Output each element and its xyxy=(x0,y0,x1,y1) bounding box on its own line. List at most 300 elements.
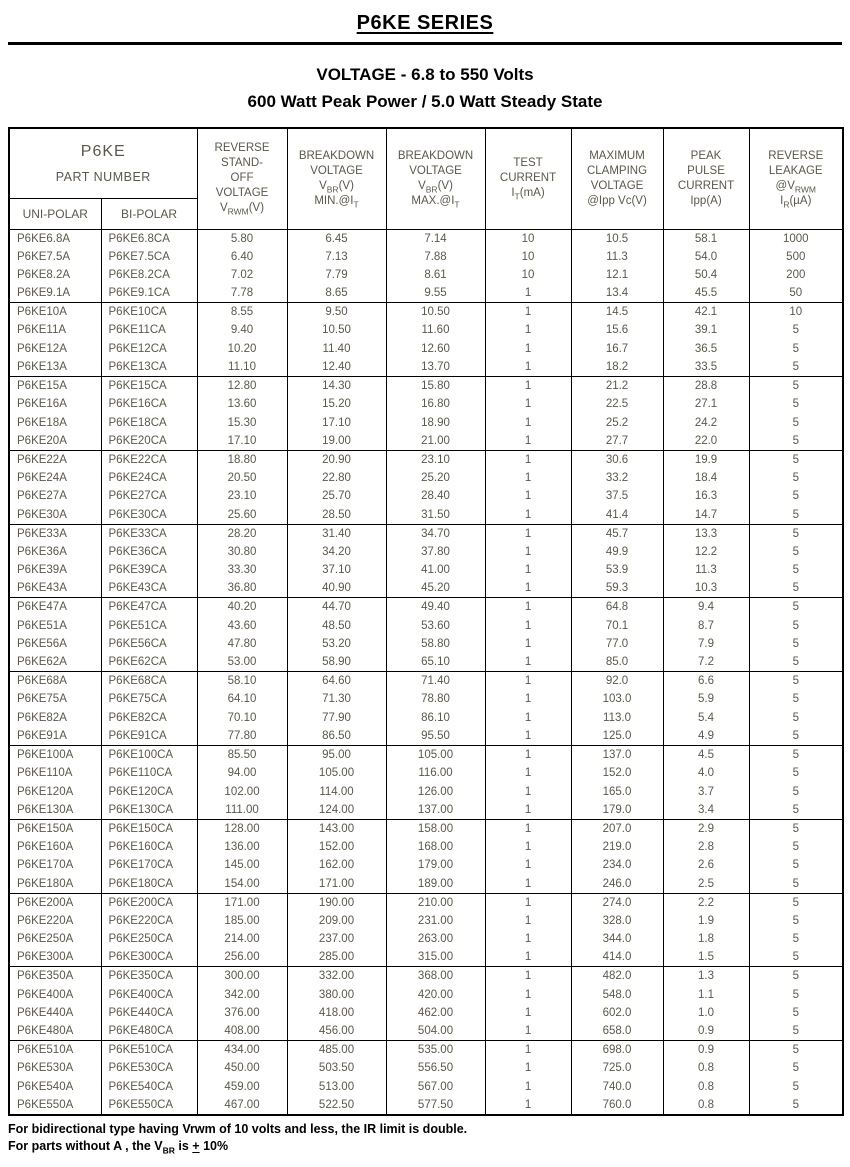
cell-vbr-min: 53.20 xyxy=(287,635,386,653)
cell-part-unipolar: P6KE33A xyxy=(9,524,101,543)
cell-part-unipolar: P6KE7.5A xyxy=(9,248,101,266)
cell-part-bipolar: P6KE16CA xyxy=(101,395,197,413)
cell-vbr-min: 44.70 xyxy=(287,598,386,617)
cell-test-current: 1 xyxy=(485,690,571,708)
cell-vbr-max: 31.50 xyxy=(386,506,485,525)
cell-vrwm: 214.00 xyxy=(197,930,287,948)
cell-reverse-leakage: 5 xyxy=(749,727,843,746)
table-row xyxy=(9,487,843,505)
cell-vrwm: 64.10 xyxy=(197,690,287,708)
cell-clamping-voltage: 45.7 xyxy=(571,524,663,543)
cell-clamping-voltage: 179.0 xyxy=(571,801,663,820)
cell-peak-pulse-current: 11.3 xyxy=(663,561,749,579)
cell-vrwm: 10.20 xyxy=(197,340,287,358)
table-row xyxy=(9,616,843,634)
cell-vbr-max: 535.00 xyxy=(386,1041,485,1060)
cell-peak-pulse-current: 14.7 xyxy=(663,506,749,525)
cell-vbr-max: 71.40 xyxy=(386,672,485,691)
cell-part-unipolar: P6KE24A xyxy=(9,469,101,487)
cell-vbr-min: 25.70 xyxy=(287,487,386,505)
cell-reverse-leakage: 5 xyxy=(749,672,843,691)
cell-part-bipolar: P6KE130CA xyxy=(101,801,197,820)
cell-part-bipolar: P6KE11CA xyxy=(101,321,197,339)
cell-peak-pulse-current: 10.3 xyxy=(663,579,749,598)
cell-peak-pulse-current: 1.3 xyxy=(663,967,749,986)
table-row xyxy=(9,395,843,413)
cell-vbr-min: 7.79 xyxy=(287,266,386,284)
part-number-title: P6KE xyxy=(80,142,126,160)
cell-peak-pulse-current: 13.3 xyxy=(663,524,749,543)
cell-reverse-leakage: 5 xyxy=(749,561,843,579)
cell-vrwm: 102.00 xyxy=(197,782,287,800)
cell-test-current: 1 xyxy=(485,1041,571,1060)
cell-clamping-voltage: 344.0 xyxy=(571,930,663,948)
cell-vbr-max: 9.55 xyxy=(386,284,485,303)
cell-test-current: 1 xyxy=(485,1077,571,1095)
cell-clamping-voltage: 21.2 xyxy=(571,377,663,396)
cell-peak-pulse-current: 27.1 xyxy=(663,395,749,413)
cell-vrwm: 40.20 xyxy=(197,598,287,617)
cell-part-unipolar: P6KE30A xyxy=(9,506,101,525)
cell-vrwm: 11.10 xyxy=(197,358,287,377)
table-row xyxy=(9,838,843,856)
cell-reverse-leakage: 5 xyxy=(749,930,843,948)
table-row xyxy=(9,782,843,800)
cell-peak-pulse-current: 0.9 xyxy=(663,1022,749,1041)
cell-part-bipolar: P6KE33CA xyxy=(101,524,197,543)
cell-vbr-max: 420.00 xyxy=(386,985,485,1003)
cell-reverse-leakage: 5 xyxy=(749,358,843,377)
cell-peak-pulse-current: 9.4 xyxy=(663,598,749,617)
cell-part-bipolar: P6KE550CA xyxy=(101,1096,197,1115)
cell-vbr-min: 71.30 xyxy=(287,690,386,708)
cell-reverse-leakage: 5 xyxy=(749,985,843,1003)
cell-test-current: 1 xyxy=(485,672,571,691)
cell-part-unipolar: P6KE170A xyxy=(9,856,101,874)
cell-clamping-voltage: 85.0 xyxy=(571,653,663,672)
cell-part-bipolar: P6KE10CA xyxy=(101,303,197,322)
cell-reverse-leakage: 5 xyxy=(749,469,843,487)
cell-vbr-max: 158.00 xyxy=(386,819,485,838)
cell-clamping-voltage: 16.7 xyxy=(571,340,663,358)
cell-part-bipolar: P6KE300CA xyxy=(101,948,197,967)
cell-part-bipolar: P6KE20CA xyxy=(101,432,197,451)
cell-clamping-voltage: 27.7 xyxy=(571,432,663,451)
cell-test-current: 1 xyxy=(485,579,571,598)
cell-part-unipolar: P6KE530A xyxy=(9,1059,101,1077)
cell-vbr-min: 22.80 xyxy=(287,469,386,487)
table-row xyxy=(9,377,843,396)
cell-clamping-voltage: 22.5 xyxy=(571,395,663,413)
cell-vbr-min: 209.00 xyxy=(287,912,386,930)
table-row xyxy=(9,450,843,469)
table-row xyxy=(9,653,843,672)
cell-peak-pulse-current: 7.9 xyxy=(663,635,749,653)
cell-part-unipolar: P6KE16A xyxy=(9,395,101,413)
cell-test-current: 1 xyxy=(485,284,571,303)
cell-peak-pulse-current: 54.0 xyxy=(663,248,749,266)
cell-part-unipolar: P6KE540A xyxy=(9,1077,101,1095)
cell-peak-pulse-current: 1.9 xyxy=(663,912,749,930)
cell-vbr-max: 86.10 xyxy=(386,709,485,727)
table-row xyxy=(9,524,843,543)
cell-vbr-max: 179.00 xyxy=(386,856,485,874)
cell-clamping-voltage: 165.0 xyxy=(571,782,663,800)
cell-vbr-max: 567.00 xyxy=(386,1077,485,1095)
cell-reverse-leakage: 5 xyxy=(749,801,843,820)
cell-vbr-max: 95.50 xyxy=(386,727,485,746)
cell-test-current: 1 xyxy=(485,543,571,561)
table-row xyxy=(9,506,843,525)
cell-part-unipolar: P6KE68A xyxy=(9,672,101,691)
cell-test-current: 1 xyxy=(485,727,571,746)
cell-vrwm: 17.10 xyxy=(197,432,287,451)
cell-peak-pulse-current: 2.8 xyxy=(663,838,749,856)
cell-part-bipolar: P6KE68CA xyxy=(101,672,197,691)
cell-peak-pulse-current: 4.5 xyxy=(663,745,749,764)
cell-clamping-voltage: 49.9 xyxy=(571,543,663,561)
cell-clamping-voltage: 152.0 xyxy=(571,764,663,782)
cell-part-bipolar: P6KE75CA xyxy=(101,690,197,708)
cell-vbr-max: 231.00 xyxy=(386,912,485,930)
cell-test-current: 1 xyxy=(485,469,571,487)
table-row xyxy=(9,284,843,303)
cell-vbr-max: 12.60 xyxy=(386,340,485,358)
cell-test-current: 1 xyxy=(485,1022,571,1041)
cell-vbr-max: 315.00 xyxy=(386,948,485,967)
cell-vrwm: 77.80 xyxy=(197,727,287,746)
cell-vbr-min: 171.00 xyxy=(287,875,386,894)
cell-test-current: 1 xyxy=(485,561,571,579)
cell-peak-pulse-current: 24.2 xyxy=(663,413,749,431)
cell-test-current: 1 xyxy=(485,967,571,986)
footnotes xyxy=(8,1121,842,1155)
cell-vrwm: 43.60 xyxy=(197,616,287,634)
cell-clamping-voltage: 328.0 xyxy=(571,912,663,930)
cell-part-bipolar: P6KE18CA xyxy=(101,413,197,431)
cell-part-bipolar: P6KE160CA xyxy=(101,838,197,856)
cell-part-bipolar: P6KE39CA xyxy=(101,561,197,579)
cell-vbr-min: 332.00 xyxy=(287,967,386,986)
column-header-vbr-max: BREAKDOWN VOLTAGE $V_{BR}(V)$ $MAX.@I_T$ xyxy=(386,128,485,229)
cell-peak-pulse-current: 18.4 xyxy=(663,469,749,487)
cell-peak-pulse-current: 39.1 xyxy=(663,321,749,339)
cell-reverse-leakage: 5 xyxy=(749,856,843,874)
cell-peak-pulse-current: 58.1 xyxy=(663,229,749,248)
cell-vbr-min: 285.00 xyxy=(287,948,386,967)
cell-clamping-voltage: 53.9 xyxy=(571,561,663,579)
cell-vbr-min: 522.50 xyxy=(287,1096,386,1115)
cell-vrwm: 171.00 xyxy=(197,893,287,912)
cell-vrwm: 9.40 xyxy=(197,321,287,339)
cell-reverse-leakage: 5 xyxy=(749,875,843,894)
column-header-peak-pulse-current: PEAK PULSE CURRENT Ipp(A) xyxy=(663,128,749,229)
cell-vbr-min: 19.00 xyxy=(287,432,386,451)
cell-test-current: 1 xyxy=(485,856,571,874)
cell-vbr-max: 105.00 xyxy=(386,745,485,764)
cell-vrwm: 300.00 xyxy=(197,967,287,986)
cell-vbr-min: 64.60 xyxy=(287,672,386,691)
cell-part-unipolar: P6KE11A xyxy=(9,321,101,339)
table-row xyxy=(9,469,843,487)
cell-reverse-leakage: 5 xyxy=(749,690,843,708)
cell-part-unipolar: P6KE400A xyxy=(9,985,101,1003)
cell-vbr-max: 577.50 xyxy=(386,1096,485,1115)
cell-part-bipolar: P6KE350CA xyxy=(101,967,197,986)
cell-vbr-max: 137.00 xyxy=(386,801,485,820)
table-row xyxy=(9,856,843,874)
cell-vbr-min: 12.40 xyxy=(287,358,386,377)
cell-vbr-min: 40.90 xyxy=(287,579,386,598)
cell-vbr-min: 58.90 xyxy=(287,653,386,672)
cell-clamping-voltage: 25.2 xyxy=(571,413,663,431)
cell-reverse-leakage: 5 xyxy=(749,653,843,672)
cell-vbr-max: 65.10 xyxy=(386,653,485,672)
cell-part-unipolar: P6KE75A xyxy=(9,690,101,708)
cell-reverse-leakage: 5 xyxy=(749,1004,843,1022)
table-row xyxy=(9,727,843,746)
cell-peak-pulse-current: 0.9 xyxy=(663,1041,749,1060)
cell-vrwm: 70.10 xyxy=(197,709,287,727)
cell-part-unipolar: P6KE36A xyxy=(9,543,101,561)
cell-vbr-max: 25.20 xyxy=(386,469,485,487)
cell-vbr-min: 190.00 xyxy=(287,893,386,912)
cell-part-bipolar: P6KE43CA xyxy=(101,579,197,598)
cell-reverse-leakage: 5 xyxy=(749,764,843,782)
cell-vrwm: 25.60 xyxy=(197,506,287,525)
table-row xyxy=(9,745,843,764)
cell-reverse-leakage: 5 xyxy=(749,745,843,764)
table-row xyxy=(9,801,843,820)
cell-vrwm: 85.50 xyxy=(197,745,287,764)
cell-peak-pulse-current: 28.8 xyxy=(663,377,749,396)
cell-vbr-min: 485.00 xyxy=(287,1041,386,1060)
cell-peak-pulse-current: 1.1 xyxy=(663,985,749,1003)
cell-reverse-leakage: 200 xyxy=(749,266,843,284)
cell-vbr-min: 14.30 xyxy=(287,377,386,396)
cell-part-bipolar: P6KE220CA xyxy=(101,912,197,930)
cell-part-unipolar: P6KE10A xyxy=(9,303,101,322)
cell-clamping-voltage: 18.2 xyxy=(571,358,663,377)
cell-part-unipolar: P6KE180A xyxy=(9,875,101,894)
table-row xyxy=(9,229,843,248)
cell-part-bipolar: P6KE15CA xyxy=(101,377,197,396)
cell-part-unipolar: P6KE6.8A xyxy=(9,229,101,248)
cell-clamping-voltage: 113.0 xyxy=(571,709,663,727)
cell-part-unipolar: P6KE130A xyxy=(9,801,101,820)
cell-vrwm: 136.00 xyxy=(197,838,287,856)
cell-vbr-min: 7.13 xyxy=(287,248,386,266)
cell-vbr-min: 418.00 xyxy=(287,1004,386,1022)
cell-part-unipolar: P6KE100A xyxy=(9,745,101,764)
cell-peak-pulse-current: 5.4 xyxy=(663,709,749,727)
cell-vbr-min: 77.90 xyxy=(287,709,386,727)
cell-part-unipolar: P6KE91A xyxy=(9,727,101,746)
cell-clamping-voltage: 30.6 xyxy=(571,450,663,469)
cell-clamping-voltage: 125.0 xyxy=(571,727,663,746)
table-row xyxy=(9,1041,843,1060)
cell-part-unipolar: P6KE39A xyxy=(9,561,101,579)
cell-test-current: 1 xyxy=(485,413,571,431)
cell-reverse-leakage: 5 xyxy=(749,395,843,413)
cell-reverse-leakage: 5 xyxy=(749,377,843,396)
cell-clamping-voltage: 246.0 xyxy=(571,875,663,894)
cell-vbr-max: 126.00 xyxy=(386,782,485,800)
cell-vrwm: 58.10 xyxy=(197,672,287,691)
cell-reverse-leakage: 5 xyxy=(749,709,843,727)
cell-peak-pulse-current: 5.9 xyxy=(663,690,749,708)
cell-peak-pulse-current: 0.8 xyxy=(663,1077,749,1095)
cell-test-current: 1 xyxy=(485,432,571,451)
cell-peak-pulse-current: 12.2 xyxy=(663,543,749,561)
cell-part-bipolar: P6KE22CA xyxy=(101,450,197,469)
cell-vrwm: 20.50 xyxy=(197,469,287,487)
table-row xyxy=(9,1077,843,1095)
cell-reverse-leakage: 5 xyxy=(749,967,843,986)
cell-vbr-max: 21.00 xyxy=(386,432,485,451)
cell-part-bipolar: P6KE24CA xyxy=(101,469,197,487)
cell-vrwm: 53.00 xyxy=(197,653,287,672)
cell-reverse-leakage: 5 xyxy=(749,579,843,598)
table-row xyxy=(9,579,843,598)
cell-vbr-min: 34.20 xyxy=(287,543,386,561)
table-row xyxy=(9,967,843,986)
cell-test-current: 1 xyxy=(485,635,571,653)
cell-reverse-leakage: 5 xyxy=(749,1059,843,1077)
cell-vbr-min: 11.40 xyxy=(287,340,386,358)
cell-reverse-leakage: 5 xyxy=(749,487,843,505)
cell-vbr-max: 58.80 xyxy=(386,635,485,653)
table-row xyxy=(9,764,843,782)
cell-peak-pulse-current: 22.0 xyxy=(663,432,749,451)
cell-peak-pulse-current: 2.6 xyxy=(663,856,749,874)
table-row xyxy=(9,690,843,708)
cell-vrwm: 18.80 xyxy=(197,450,287,469)
cell-part-bipolar: P6KE200CA xyxy=(101,893,197,912)
cell-vbr-min: 237.00 xyxy=(287,930,386,948)
cell-reverse-leakage: 5 xyxy=(749,948,843,967)
cell-part-bipolar: P6KE530CA xyxy=(101,1059,197,1077)
table-row xyxy=(9,340,843,358)
cell-peak-pulse-current: 4.9 xyxy=(663,727,749,746)
cell-test-current: 10 xyxy=(485,248,571,266)
cell-test-current: 1 xyxy=(485,930,571,948)
table-row xyxy=(9,303,843,322)
cell-vrwm: 450.00 xyxy=(197,1059,287,1077)
cell-vbr-max: 7.88 xyxy=(386,248,485,266)
table-row xyxy=(9,875,843,894)
cell-vbr-max: 210.00 xyxy=(386,893,485,912)
cell-vbr-min: 105.00 xyxy=(287,764,386,782)
cell-part-unipolar: P6KE350A xyxy=(9,967,101,986)
table-row xyxy=(9,543,843,561)
cell-clamping-voltage: 11.3 xyxy=(571,248,663,266)
cell-test-current: 1 xyxy=(485,395,571,413)
table-row xyxy=(9,635,843,653)
cell-test-current: 1 xyxy=(485,653,571,672)
cell-vrwm: 28.20 xyxy=(197,524,287,543)
table-row xyxy=(9,432,843,451)
cell-test-current: 1 xyxy=(485,358,571,377)
cell-reverse-leakage: 5 xyxy=(749,1022,843,1041)
cell-part-unipolar: P6KE150A xyxy=(9,819,101,838)
table-row xyxy=(9,709,843,727)
page-title: P6KE SERIES xyxy=(356,12,494,34)
cell-reverse-leakage: 5 xyxy=(749,838,843,856)
cell-vbr-max: 11.60 xyxy=(386,321,485,339)
cell-vrwm: 434.00 xyxy=(197,1041,287,1060)
cell-clamping-voltage: 274.0 xyxy=(571,893,663,912)
cell-clamping-voltage: 37.5 xyxy=(571,487,663,505)
cell-clamping-voltage: 15.6 xyxy=(571,321,663,339)
cell-part-unipolar: P6KE300A xyxy=(9,948,101,967)
cell-vrwm: 94.00 xyxy=(197,764,287,782)
table-row xyxy=(9,358,843,377)
cell-clamping-voltage: 70.1 xyxy=(571,616,663,634)
cell-peak-pulse-current: 3.7 xyxy=(663,782,749,800)
table-row xyxy=(9,321,843,339)
cell-part-bipolar: P6KE47CA xyxy=(101,598,197,617)
cell-reverse-leakage: 5 xyxy=(749,782,843,800)
cell-vrwm: 33.30 xyxy=(197,561,287,579)
cell-part-unipolar: P6KE47A xyxy=(9,598,101,617)
table-row xyxy=(9,930,843,948)
cell-peak-pulse-current: 36.5 xyxy=(663,340,749,358)
cell-peak-pulse-current: 42.1 xyxy=(663,303,749,322)
table-row xyxy=(9,893,843,912)
cell-peak-pulse-current: 4.0 xyxy=(663,764,749,782)
cell-peak-pulse-current: 19.9 xyxy=(663,450,749,469)
cell-test-current: 1 xyxy=(485,377,571,396)
cell-part-bipolar: P6KE110CA xyxy=(101,764,197,782)
cell-vbr-max: 78.80 xyxy=(386,690,485,708)
cell-clamping-voltage: 137.0 xyxy=(571,745,663,764)
cell-test-current: 1 xyxy=(485,801,571,820)
cell-peak-pulse-current: 1.8 xyxy=(663,930,749,948)
cell-reverse-leakage: 5 xyxy=(749,893,843,912)
cell-test-current: 10 xyxy=(485,229,571,248)
column-header-reverse-leakage: REVERSE LEAKAGE $@V_{RWM}$ $I_R(\mu A)$ xyxy=(749,128,843,229)
cell-part-unipolar: P6KE110A xyxy=(9,764,101,782)
cell-vrwm: 15.30 xyxy=(197,413,287,431)
cell-reverse-leakage: 5 xyxy=(749,543,843,561)
footnote-tolerance-suffix: 10% xyxy=(199,1138,229,1153)
cell-part-unipolar: P6KE250A xyxy=(9,930,101,948)
cell-part-bipolar: P6KE540CA xyxy=(101,1077,197,1095)
cell-test-current: 1 xyxy=(485,985,571,1003)
spec-table xyxy=(8,127,844,1116)
cell-vbr-max: 37.80 xyxy=(386,543,485,561)
cell-vbr-max: 116.00 xyxy=(386,764,485,782)
cell-reverse-leakage: 5 xyxy=(749,819,843,838)
cell-clamping-voltage: 33.2 xyxy=(571,469,663,487)
table-row xyxy=(9,1022,843,1041)
cell-part-bipolar: P6KE8.2CA xyxy=(101,266,197,284)
cell-clamping-voltage: 219.0 xyxy=(571,838,663,856)
cell-test-current: 1 xyxy=(485,506,571,525)
cell-part-unipolar: P6KE200A xyxy=(9,893,101,912)
header-row-main xyxy=(9,128,843,198)
cell-vbr-min: 124.00 xyxy=(287,801,386,820)
cell-vbr-max: 263.00 xyxy=(386,930,485,948)
footnote-tolerance xyxy=(8,1138,842,1155)
cell-peak-pulse-current: 2.9 xyxy=(663,819,749,838)
cell-test-current: 1 xyxy=(485,321,571,339)
cell-peak-pulse-current: 16.3 xyxy=(663,487,749,505)
footnote-bidirectional: For bidirectional type having Vrwm of 10 volts and less, the IR limit is double. xyxy=(8,1121,468,1136)
cell-test-current: 1 xyxy=(485,912,571,930)
cell-vrwm: 47.80 xyxy=(197,635,287,653)
